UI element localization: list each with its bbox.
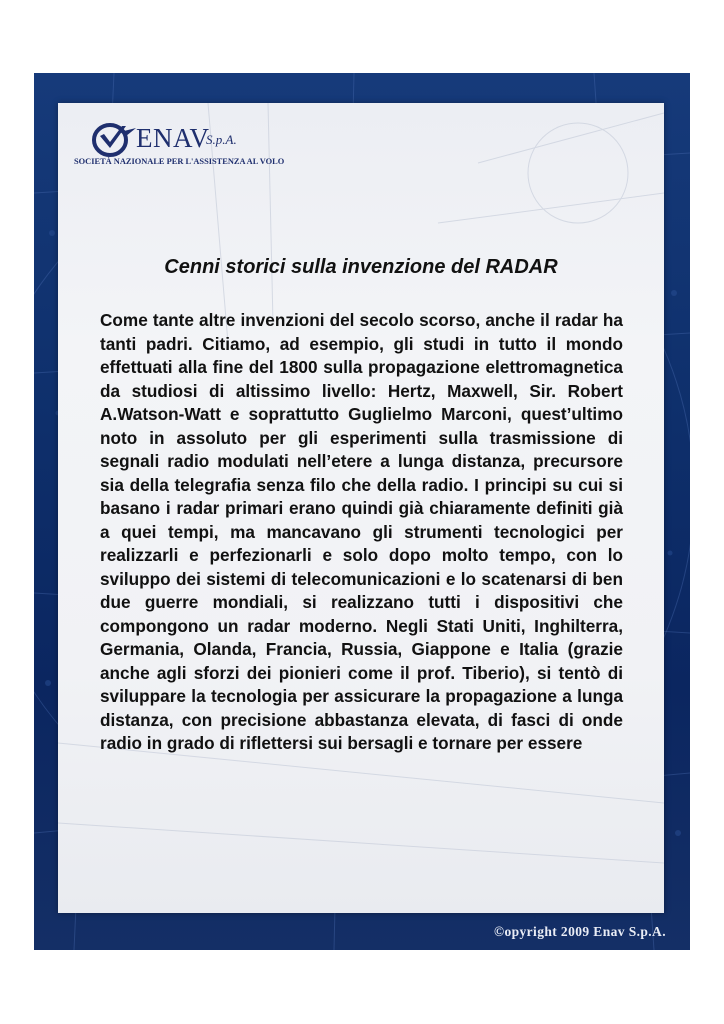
enav-logo [74, 118, 284, 170]
copyright-notice: ©opyright 2009 Enav S.p.A. [493, 924, 666, 939]
document-body: Come tante altre invenzioni del secolo scorso, anche il radar ha tanti padri. Citiamo, ad esempio, gli studi in tutto il mondo effettuati alla fine del 1800 sulla propagazione elettromagnetica da studiosi di altissimo livello: Hertz, Maxwell, Sir. Robert A.Watson-Watt e soprattutto Guglielmo Marconi, quest’ultimo noto in assoluto per gli esperimenti sulla trasmissione di segnali radio modulati nell’etere a lunga distanza, precursore sia della telegrafia senza filo che della radio. I principi su cui si basano i radar primari erano quindi già chiaramente definiti già a quei tempi, ma mancavano gli strumenti tecnologici per realizzarli e perfezionarli e solo dopo molto tempo, con lo sviluppo dei sistemi di telecomunicazioni e lo scatenarsi di ben due guerre mondiali, si realizzano tutti i dispositivi che compongono un radar moderno. Negli Stati Uniti, Inghilterra, Germania, Olanda, Francia, Russia, Giappone e Italia (grazie anche agli sforzi dei pionieri come il prof. Tiberio), si tentò di sviluppare la tecnologia per assicurare la propagazione a lunga distanza, con precisione abbastanza elevata, di fasci di onde radio in grado di riflettersi sui bersagli e tornare per essere [100, 310, 623, 753]
document-title: Cenni storici sulla invenzione del RADAR [164, 256, 558, 278]
logo-wordmark: ENAV [136, 123, 210, 153]
logo-tagline: SOCIETÀ NAZIONALE PER L'ASSISTENZA AL VOLO [74, 157, 285, 166]
logo-suffix: S.p.A. [206, 132, 237, 147]
enav-swoosh-icon [92, 122, 138, 158]
